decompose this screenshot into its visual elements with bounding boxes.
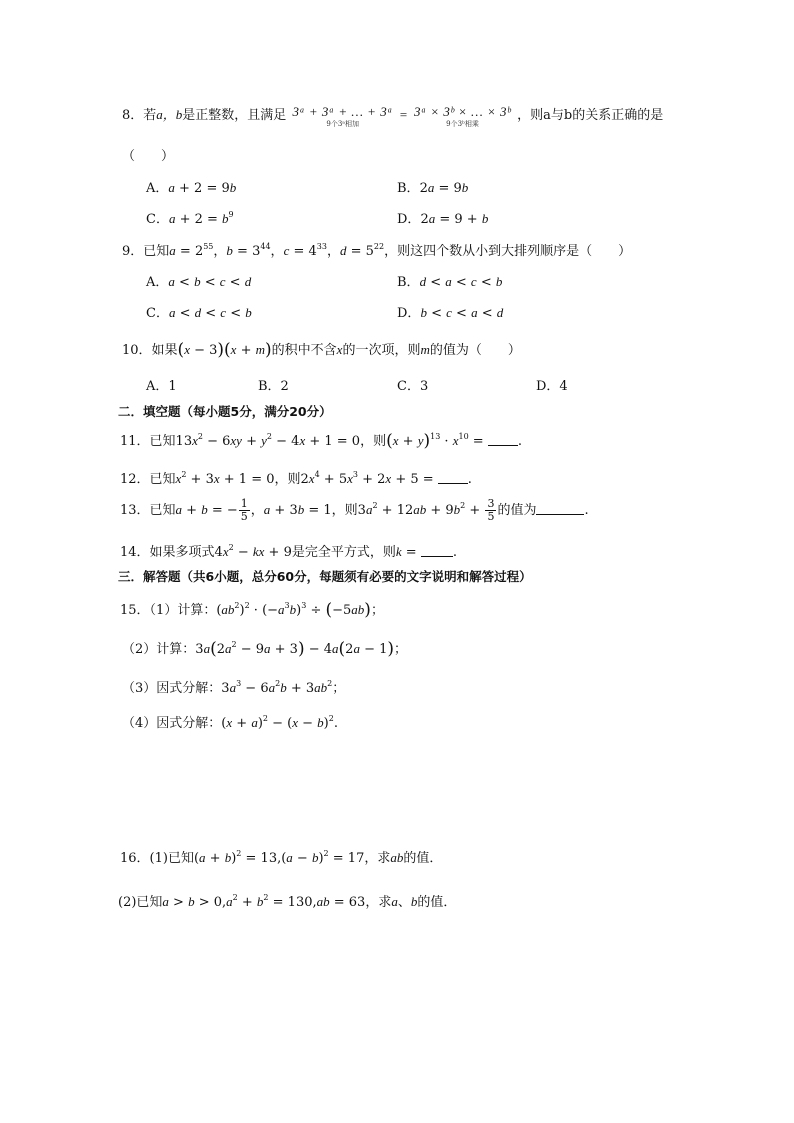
q9-option-b: B．d < a < c < b [397,274,503,290]
q9-option-a: A．a < b < c < d [146,274,252,290]
q8-stem: 8．若a，b是正整数，且满足 3ᵃ + 3ᵃ + … + 3ᵃ 9个3ᵃ相加 = 3ᵃ × 3ᵇ × … × 3ᵇ 9个3ᵇ相乘 ，则a与b的关系正确的是 [122,104,664,128]
q15-part2: （2）计算：$3a(2a^2 - 9a + 3) - 4a(2a - 1)$； [122,639,408,659]
q14-answer-blank[interactable] [421,546,453,557]
q9-option-c: C．a < d < c < b [146,305,252,321]
q11-answer-blank[interactable] [488,435,518,446]
q8-sum-stack: 3ᵃ + 3ᵃ + … + 3ᵃ 9个3ᵃ相加 [292,104,393,128]
q10-option-b: B．2 [258,379,289,394]
q9-stem: 9．已知$a = 2^{55}$，$b = 3^{44}$，$c = 4^{33}$，$d = 5^{22}$，则这四个数从小到大排列顺序是（ ） [122,242,632,259]
q10-stem: 10．如果(x − 3)(x + m)的积中不含x的一次项，则m的值为（ ） [122,340,521,360]
q14-stem: 14．如果多项式$4x^2$ − kx + 9是完全平方式，则k = . [120,543,457,560]
q9-option-d: D．b < c < a < d [397,305,504,321]
q8-paren: （ ） [122,149,175,164]
q15-part1: 15．（1）计算：$(ab^2)^2 \cdot (-a^3b)^3 \div (-5ab)$； [120,600,384,620]
q8-product-stack: 3ᵃ × 3ᵇ × … × 3ᵇ 9个3ᵇ相乘 [413,104,511,128]
q10-option-a: A．1 [146,379,177,394]
q16-part2: (2)已知$a > b > 0,a^2 + b^2 = 130,ab = 63$，求a、b的值． [118,893,457,910]
section-answer-heading: 三．解答题（共6小题，总分60分，每题须有必要的文字说明和解答过程） [118,569,532,584]
q10-option-c: C．3 [397,379,429,394]
q8-option-c: C．$a + 2 = b^9$ [146,210,234,227]
q8-option-b: B．2a = 9b [397,180,469,196]
q15-part4: （4）因式分解：$(x + a)^2 - (x - b)^2$. [122,714,338,731]
q16-part1: 16．(1)已知$(a + b)^2 = 13,(a - b)^2 = 17$，求ab的值． [120,849,443,866]
q12-answer-blank[interactable] [438,473,468,484]
q13-answer-blank[interactable] [536,504,584,515]
q10-option-d: D．4 [536,379,568,394]
section-fill-in-heading: 二．填空题（每小题5分，满分20分） [118,404,332,419]
q13-stem: 13．已知a + b = − $\frac{1}{5}$ ，a + 3b = 1，则$3a^2 + 12ab + 9b^2$ + $\frac{3}{5}$ 的值为 . [120,497,589,523]
q15-part3: （3）因式分解：$3a^3 - 6a^2b + 3ab^2$； [122,679,346,696]
q8-option-a: A．a + 2 = 9b [146,180,237,196]
q12-stem: 12．已知$x^2 + 3x + 1 = 0$，则$2x^4 + 5x^3 + 2x + 5$ = . [120,470,472,487]
q11-stem: 11．已知$13x^2 - 6xy + y^2 - 4x + 1 = 0$，则$(x + y)^{13} \cdot x^{10}$ = . [120,431,522,451]
q8-option-d: D．2a = 9 + b [397,211,489,227]
